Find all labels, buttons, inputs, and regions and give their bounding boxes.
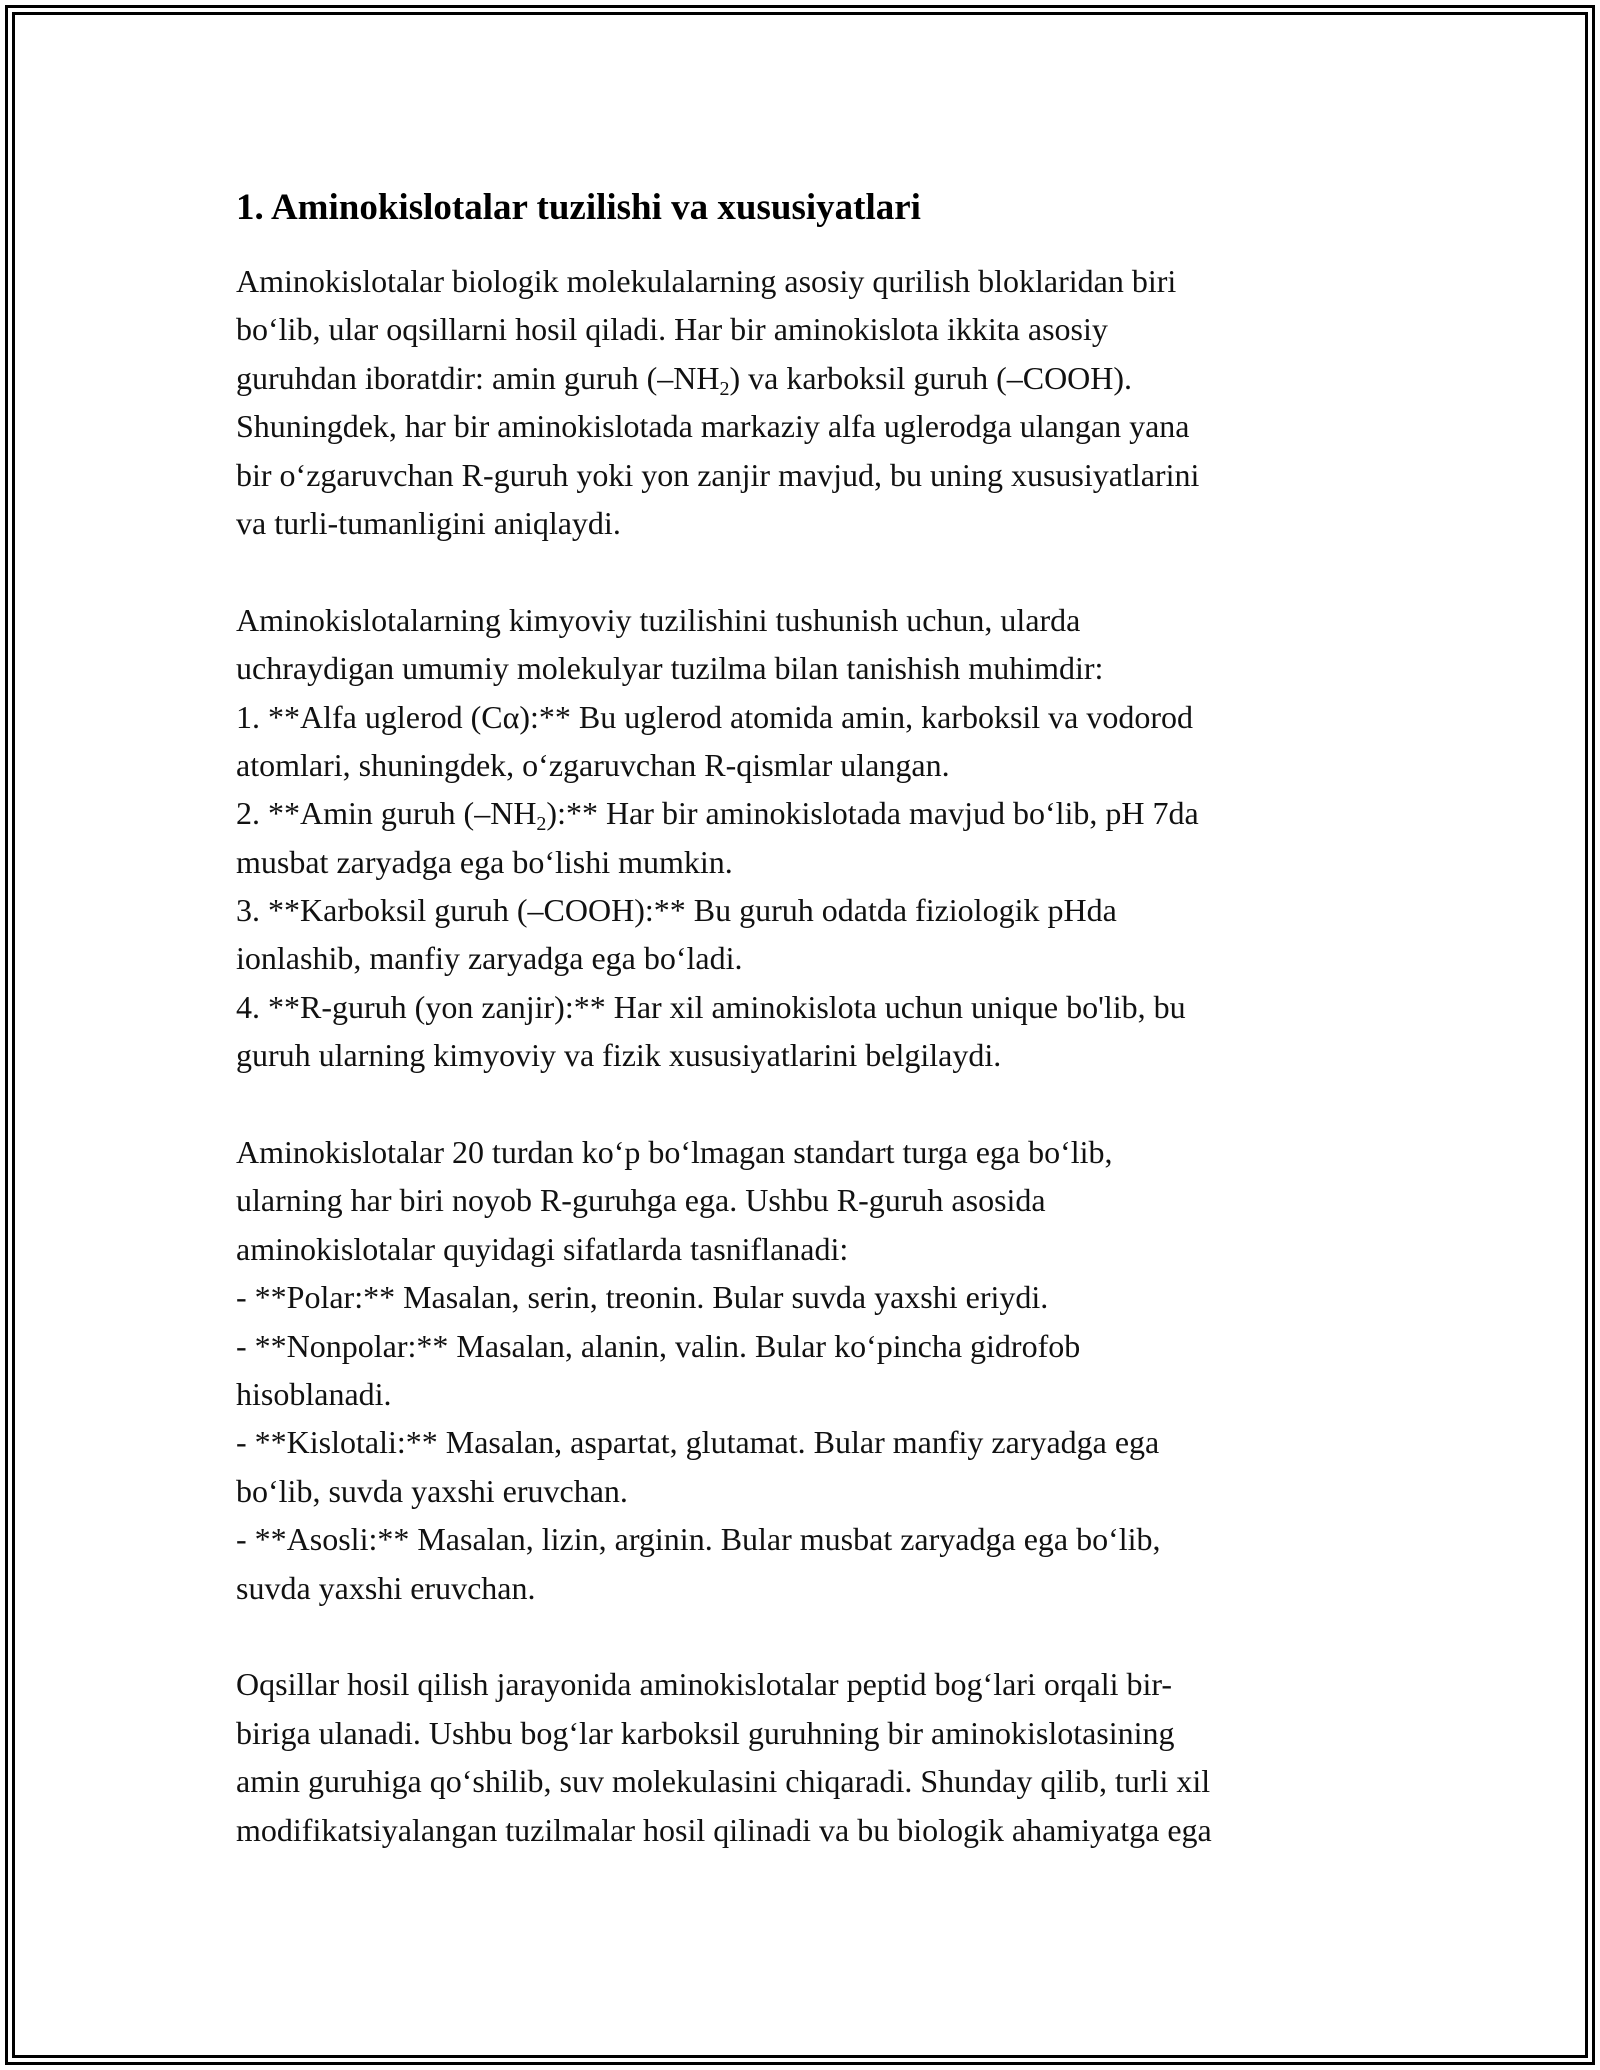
paragraph-classification <box>236 1128 1366 1612</box>
paragraph-gap <box>236 1080 1366 1128</box>
paragraph-gap <box>236 547 1366 595</box>
text-line: amin guruhiga qo‘shilib, suv molekulasini chiqaradi. Shunday qilib, turli xil <box>236 1763 1211 1800</box>
list-item-nonpolar: - **Nonpolar:** Masalan, alanin, valin. Bular ko‘pincha gidrofob <box>236 1327 1081 1364</box>
paragraph-peptide-bonds <box>236 1660 1366 1854</box>
text-line: suvda yaxshi eruvchan. <box>236 1569 536 1606</box>
list-item-r-group: 4. **R-guruh (yon zanjir):** Har xil aminokislota uchun unique bo'lib, bu <box>236 988 1186 1025</box>
text-line: bir o‘zgaruvchan R-guruh yoki yon zanjir mavjud, bu uning xususiyatlarini <box>236 456 1200 493</box>
text-line: Oqsillar hosil qilish jarayonida aminokislotalar peptid bog‘lari orqali bir- <box>236 1666 1173 1703</box>
subscript: 2 <box>719 377 730 400</box>
text-segment: ) va karboksil guruh (–COOH). <box>729 359 1133 396</box>
paragraph-intro <box>236 257 1366 547</box>
text-line: hisoblanadi. <box>236 1375 392 1412</box>
text-line: musbat zaryadga ega bo‘lishi mumkin. <box>236 843 733 880</box>
list-item-amine-group <box>236 789 1366 837</box>
text-line: ularning har biri noyob R-guruhga ega. Ushbu R-guruh asosida <box>236 1182 1046 1219</box>
text-line: bo‘lib, ular oqsillarni hosil qiladi. Har bir aminokislota ikkita asosiy <box>236 311 1108 348</box>
text-line: modifikatsiyalangan tuzilmalar hosil qilinadi va bu biologik ahamiyatga ega <box>236 1811 1212 1848</box>
text-line: Shuningdek, har bir aminokislotada markaziy alfa uglerodga ulangan yana <box>236 408 1190 445</box>
list-item-polar: - **Polar:** Masalan, serin, treonin. Bular suvda yaxshi eriydi. <box>236 1279 1049 1316</box>
text-line: atomlari, shuningdek, o‘zgaruvchan R-qismlar ulangan. <box>236 746 950 783</box>
text-line: guruh ularning kimyoviy va fizik xususiyatlarini belgilaydi. <box>236 1037 1002 1074</box>
text-line: bo‘lib, suvda yaxshi eruvchan. <box>236 1472 628 1509</box>
paragraph-structure <box>236 596 1366 1080</box>
paragraph-gap <box>236 1612 1366 1660</box>
document-body <box>236 186 1366 1854</box>
list-item-alpha-carbon: 1. **Alfa uglerod (Cα):** Bu uglerod atomida amin, karboksil va vodorod <box>236 698 1194 735</box>
text-line: aminokislotalar quyidagi sifatlarda tasniflanadi: <box>236 1230 849 1267</box>
text-line <box>236 354 1366 402</box>
list-item-acidic: - **Kislotali:** Masalan, aspartat, glutamat. Bular manfiy zaryadga ega <box>236 1424 1160 1461</box>
text-line: uchraydigan umumiy molekulyar tuzilma bilan tanishish muhimdir: <box>236 650 1104 687</box>
text-line: ionlashib, manfiy zaryadga ega bo‘ladi. <box>236 940 743 977</box>
text-line: Aminokislotalarning kimyoviy tuzilishini tushunish uchun, ularda <box>236 601 1081 638</box>
text-line: Aminokislotalar 20 turdan ko‘p bo‘lmagan standart turga ega bo‘lib, <box>236 1134 1113 1171</box>
section-heading: 1. Aminokislotalar tuzilishi va xususiyatlari <box>236 187 921 228</box>
subscript: 2 <box>536 813 547 836</box>
list-item-carboxyl-group: 3. **Karboksil guruh (–COOH):** Bu guruh odatda fiziologik pHda <box>236 892 1117 929</box>
list-item-basic: - **Asosli:** Masalan, lizin, arginin. Bular musbat zaryadga ega bo‘lib, <box>236 1521 1161 1558</box>
text-segment: 2. **Amin guruh (–NH <box>236 795 537 832</box>
text-line: Aminokislotalar biologik molekulalarning asosiy qurilish bloklaridan biri <box>236 263 1177 299</box>
text-segment: ):** Har bir aminokislotada mavjud bo‘lib, pH 7da <box>546 795 1199 832</box>
text-segment: guruhdan iboratdir: amin guruh (–NH <box>236 359 720 396</box>
text-line: biriga ulanadi. Ushbu bog‘lar karboksil guruhning bir aminokislotasining <box>236 1714 1175 1751</box>
text-line: va turli-tumanligini aniqlaydi. <box>236 504 621 541</box>
